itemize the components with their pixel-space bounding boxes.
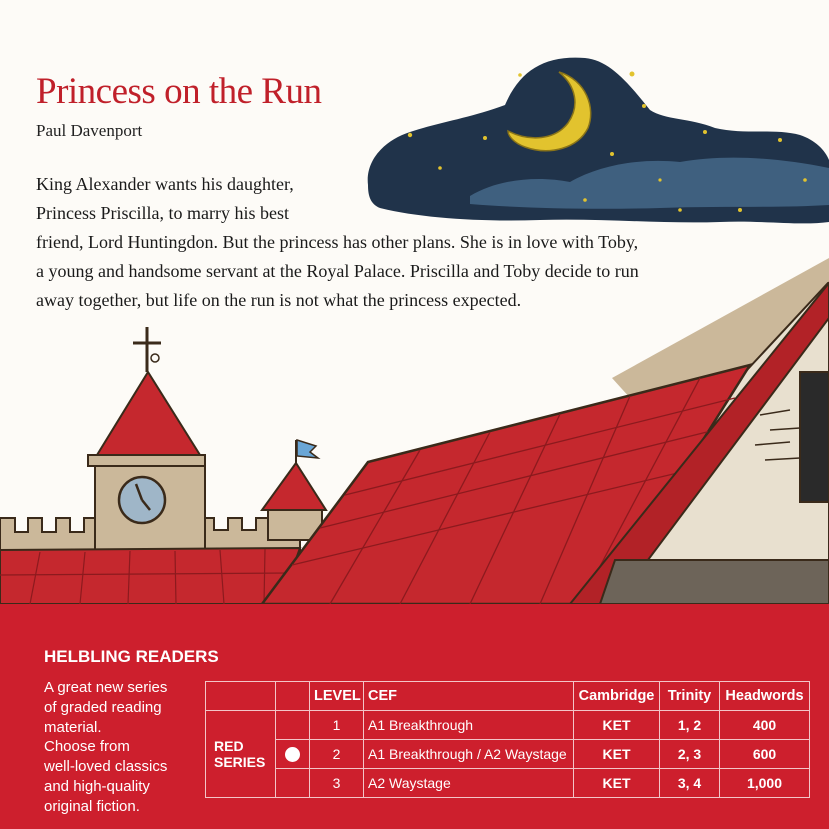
table-header-row [206, 682, 810, 711]
marker-cell [276, 769, 310, 798]
current-level-dot [285, 747, 300, 762]
headwords-cell: 600 [720, 740, 810, 769]
cambridge-cell: KET [574, 769, 660, 798]
description-line: of graded reading [44, 698, 162, 716]
cef-cell: A1 Breakthrough / A2 Waystage [364, 740, 574, 769]
description-line: well-loved classics [44, 758, 168, 776]
empty-header-cell [206, 682, 276, 711]
description-line: A great new series [44, 679, 168, 696]
author-name: Paul Davenport [36, 121, 143, 140]
header-cef: CEF [364, 682, 574, 711]
header-level: LEVEL [310, 682, 364, 711]
header-cambridge: Cambridge [574, 682, 660, 711]
series-description [44, 678, 167, 817]
clock-tower [88, 327, 205, 551]
series-name-cell [206, 711, 276, 798]
night-sky-cloud [368, 58, 829, 224]
trinity-cell: 3, 4 [660, 769, 720, 798]
headwords-cell: 400 [720, 711, 810, 740]
marker-cell [276, 711, 310, 740]
description-line: original fiction. [44, 797, 140, 815]
blurb-line: King Alexander wants his daughter, [36, 174, 294, 194]
blurb-line: friend, Lord Huntingdon. But the princess has other plans. She is in love with Toby, [36, 232, 639, 252]
cambridge-cell: KET [574, 740, 660, 769]
header-headwords: Headwords [720, 682, 810, 711]
level-cell: 3 [310, 769, 364, 798]
trinity-cell: 1, 2 [660, 711, 720, 740]
blurb-line: Princess Priscilla, to marry his best [36, 203, 289, 223]
book-title: Princess on the Run [36, 71, 322, 112]
cambridge-cell: KET [574, 711, 660, 740]
description-line: Choose from [44, 738, 130, 756]
level-cell: 1 [310, 711, 364, 740]
header-trinity: Trinity [660, 682, 720, 711]
description-line: material. [44, 718, 102, 736]
table-row [206, 769, 810, 798]
level-cell: 2 [310, 740, 364, 769]
turret [262, 440, 326, 540]
lower-roof [0, 548, 300, 604]
series-name-line: SERIES [214, 754, 266, 770]
headwords-cell: 1,000 [720, 769, 810, 798]
trinity-cell: 2, 3 [660, 740, 720, 769]
series-name-line: RED [214, 738, 244, 754]
table-row [206, 711, 810, 740]
empty-header-cell [276, 682, 310, 711]
cef-cell: A1 Breakthrough [364, 711, 574, 740]
levels-table [205, 681, 810, 798]
blurb-line: away together, but life on the run is not what the princess expected. [36, 290, 522, 310]
blurb-line: a young and handsome servant at the Royal Palace. Priscilla and Toby decide to run [36, 261, 639, 281]
series-title: HELBLING READERS [44, 647, 219, 666]
description-line: and high-quality [44, 777, 150, 795]
marker-cell [276, 740, 310, 769]
table-row [206, 740, 810, 769]
cef-cell: A2 Waystage [364, 769, 574, 798]
